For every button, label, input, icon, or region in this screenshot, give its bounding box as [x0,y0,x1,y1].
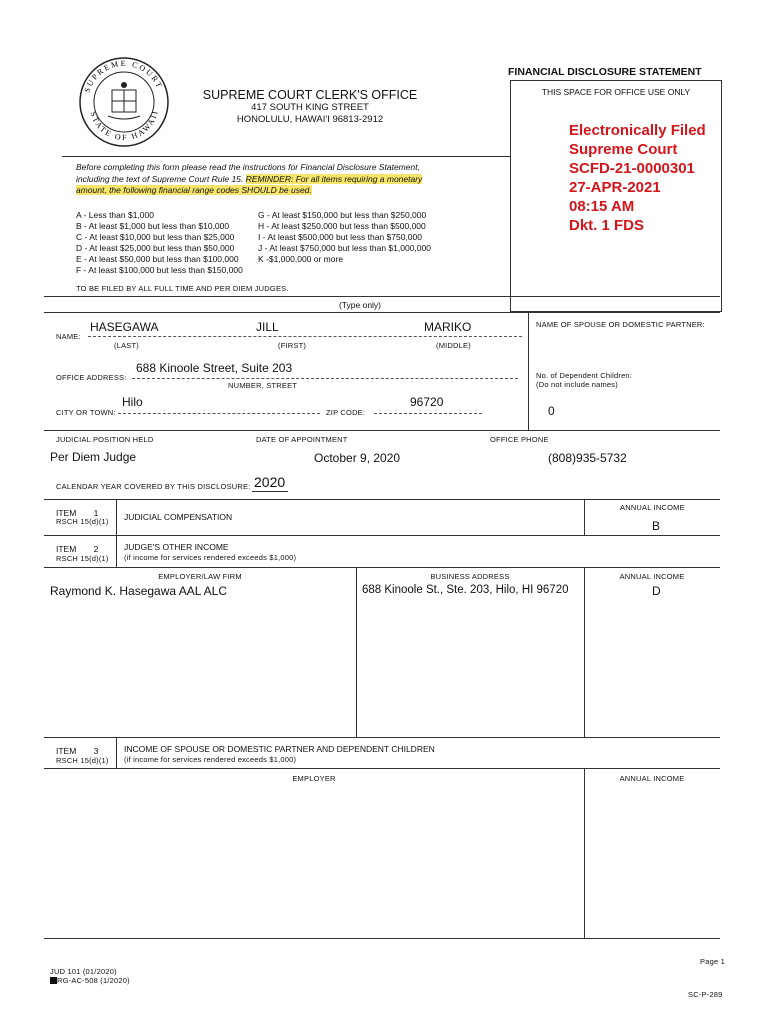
item3-employer-header: EMPLOYER [292,774,336,783]
item3-income-header: ANNUAL INCOME [619,774,685,783]
stamp-line-5: 08:15 AM [569,198,635,215]
form-revision [50,976,130,985]
seal-text-bottom: STATE OF HAWAII [88,108,160,143]
code-a: A - Less than $1,000 [76,210,154,220]
position-value[interactable]: Per Diem Judge [50,450,137,464]
codes-left [76,210,243,276]
office-name: SUPREME COURT CLERK'S OFFICE [202,88,418,102]
divider [44,737,720,738]
office-use-label: THIS SPACE FOR OFFICE USE ONLY [541,87,691,97]
type-only-note: (Type only) [338,300,382,310]
item3-rule: RSCH 15(d)(1) [56,756,109,765]
instructions-reminder: REMINDER: For all items requiring a monetary [245,173,423,184]
name-first-caption: (FIRST) [278,341,307,350]
seal-text-top: SUPREME COURT [82,58,165,94]
item2-number: 2 [93,544,99,554]
stamp-line-1: Electronically Filed [569,122,706,139]
zip-label: ZIP CODE: [326,408,366,417]
name-last-value[interactable]: HASEGAWA [90,320,159,334]
code-c: C - At least $10,000 but less than $25,000 [76,232,235,242]
calendar-year-underline [252,491,288,492]
name-last-caption: (LAST) [114,341,139,350]
code-d: D - At least $25,000 but less than $50,000 [76,243,235,253]
office-phone-label: OFFICE PHONE [490,435,549,444]
item2-item: ITEM [56,544,77,554]
item3-number: 3 [93,746,99,756]
code-f: F - At least $100,000 but less than $150,000 [76,265,243,275]
divider [584,768,585,938]
zip-underline [374,413,482,414]
supreme-court-seal [78,56,170,148]
code-k: K -$1,000,000 or more [258,254,344,264]
divider [62,156,510,157]
office-phone-value[interactable]: (808)935-5732 [548,451,627,465]
instructions-line-2a: including the text of Supreme Court Rule 15. [76,173,244,184]
code-g: G - At least $150,000 but less than $250,000 [258,210,427,220]
item2-subtitle: (if income for services rendered exceeds $1,000) [124,553,297,562]
form-number: JUD 101 (01/2020) [50,967,117,976]
stamp-line-3: SCFD-21-0000301 [569,160,695,177]
divider [44,535,720,536]
name-middle-value[interactable]: MARIKO [424,320,472,334]
dependents-label: No. of Dependent Children: [536,371,633,380]
divider [44,567,720,568]
divider [584,499,585,535]
item1-title: JUDICIAL COMPENSATION [124,512,233,522]
item3-subtitle: (if income for services rendered exceeds $1,000) [124,755,297,764]
divider [44,296,720,297]
code-i: I - At least $500,000 but less than $750,000 [258,232,422,242]
divider [44,499,720,500]
divider [584,567,585,737]
dependents-note: (Do not include names) [536,380,618,389]
checkbox-icon [50,977,57,984]
code-h: H - At least $250,000 but less than $500,000 [258,221,426,231]
divider [356,567,357,737]
calendar-year-label: CALENDAR YEAR COVERED BY THIS DISCLOSURE: [56,482,251,491]
divider [116,737,117,768]
address-underline [132,378,518,379]
office-address-label: OFFICE ADDRESS: [56,373,127,382]
item1-item: ITEM [56,508,77,518]
name-first-value[interactable]: JILL [256,320,279,334]
spouse-label: NAME OF SPOUSE OR DOMESTIC PARTNER: [536,320,705,329]
item1-number: 1 [93,508,99,518]
calendar-year-value[interactable]: 2020 [254,474,286,490]
item2-employer-value[interactable]: Raymond K. Hasegawa AAL ALC [50,584,227,598]
office-address-2: HONOLULU, HAWAI'I 96813-2912 [236,114,384,125]
item2-employer-header: EMPLOYER/LAW FIRM [158,572,242,581]
form-title: FINANCIAL DISCLOSURE STATEMENT [508,66,702,78]
instructions-line-1: Before completing this form please read the instructions for Financial Disclosure Statement, [76,162,420,172]
stamp-line-4: 27-APR-2021 [569,179,661,196]
divider [528,312,529,430]
instructions-line-3: amount, the following financial range codes SHOULD be used. [76,185,312,195]
address-caption: NUMBER, STREET [228,381,298,390]
filed-by-note: TO BE FILED BY ALL FULL TIME AND PER DIEM JUDGES. [76,284,289,293]
divider [44,312,720,313]
name-underline [88,336,522,337]
name-middle-caption: (MIDDLE) [436,341,471,350]
item2-title: JUDGE'S OTHER INCOME [124,542,229,552]
svg-text:SUPREME COURT [82,59,164,94]
item3-label [56,746,98,756]
codes-right [258,210,431,265]
stamp-line-2: Supreme Court [569,141,678,158]
office-use-box [510,80,722,312]
appointment-date-value[interactable]: October 9, 2020 [314,451,401,465]
zip-value[interactable]: 96720 [410,395,444,409]
item3-title: INCOME OF SPOUSE OR DOMESTIC PARTNER AND DEPENDENT CHILDREN [124,744,435,754]
item2-income-header: ANNUAL INCOME [619,572,685,581]
item2-income-code[interactable]: D [652,584,661,598]
divider [44,938,720,939]
divider [116,499,117,568]
city-underline [118,413,320,414]
divider [44,430,720,431]
office-address-value[interactable]: 688 Kinoole Street, Suite 203 [136,361,293,375]
item2-rule: RSCH 15(d)(1) [56,554,109,563]
dependents-value[interactable]: 0 [548,404,555,418]
svg-text:STATE OF HAWAII [89,109,160,143]
item2-label [56,544,98,554]
position-label: JUDICIAL POSITION HELD [56,435,154,444]
code-j: J - At least $750,000 but less than $1,000,000 [258,243,431,253]
code-b: B - At least $1,000 but less than $10,000 [76,221,230,231]
item3-item: ITEM [56,746,77,756]
city-value[interactable]: Hilo [122,395,143,409]
name-label: NAME: [56,332,81,341]
code-e: E - At least $50,000 but less than $100,000 [76,254,239,264]
appointment-date-label: DATE OF APPOINTMENT [256,435,348,444]
page-number: Page 1 [700,957,725,966]
item2-address-header: BUSINESS ADDRESS [430,572,510,581]
electronic-filing-stamp [569,121,706,235]
instructions [76,162,422,197]
item1-rule: RSCH 15(d)(1) [56,517,109,526]
stamp-line-6: Dkt. 1 FDS [569,217,645,234]
form-revision-text: RG-AC-508 (1/2020) [57,976,130,985]
city-label: CITY OR TOWN: [56,408,116,417]
item1-income-label: ANNUAL INCOME [620,503,685,512]
divider [44,768,720,769]
form-code: SC-P-289 [688,990,723,999]
item2-address-value[interactable]: 688 Kinoole St., Ste. 203, Hilo, HI 96720 [362,584,569,596]
office-address-1: 417 SOUTH KING STREET [251,102,369,113]
item1-income-code[interactable]: B [652,519,661,533]
